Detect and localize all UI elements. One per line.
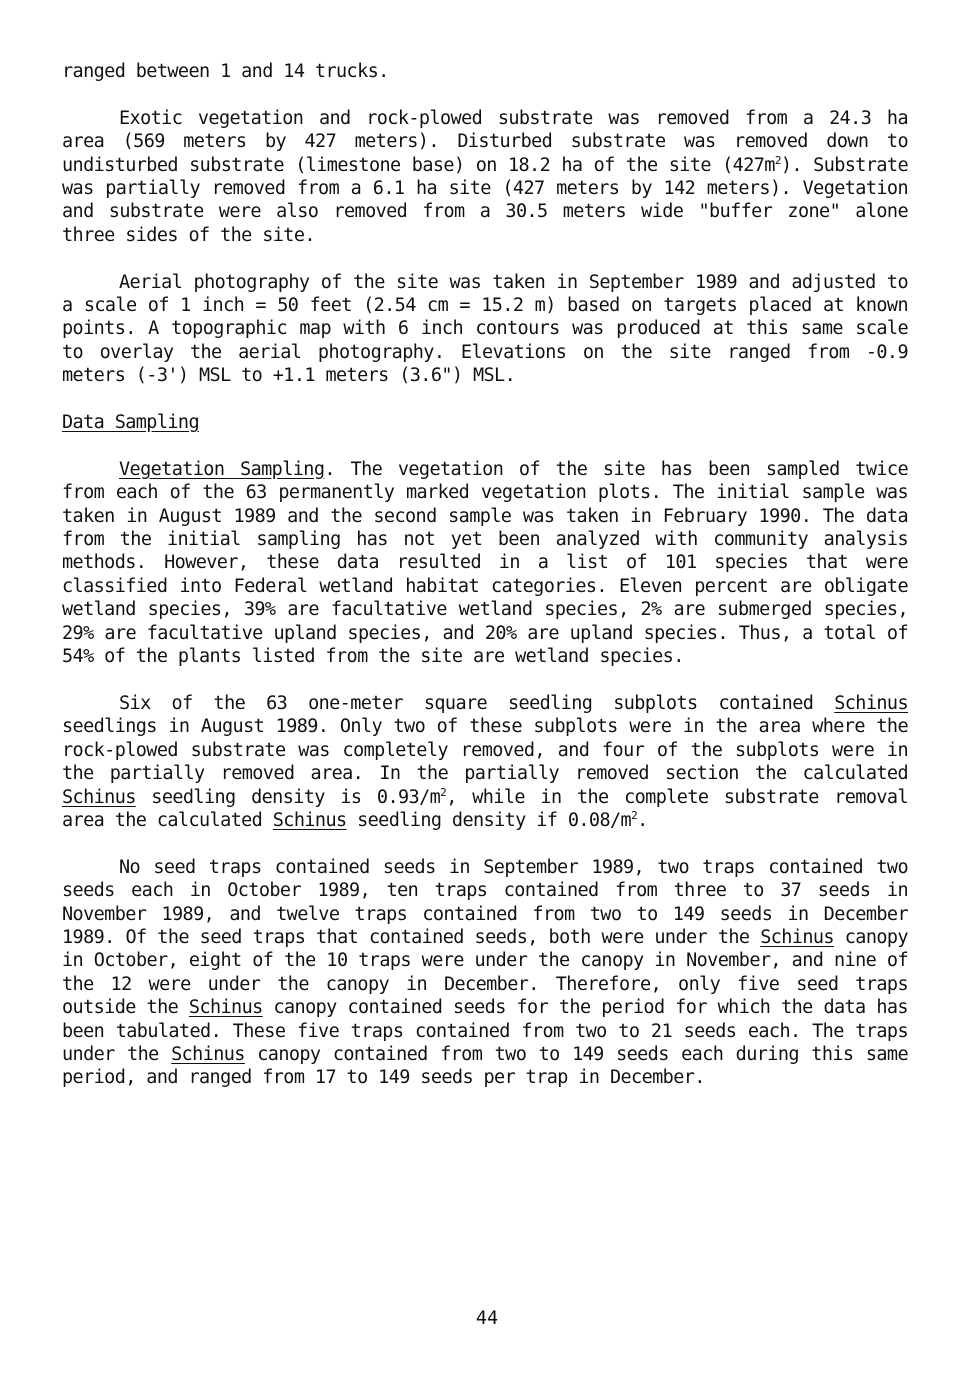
text-run: seedling density if 0.08/m [346,809,632,831]
page-number: 44 [475,1308,499,1329]
paragraph-seedling-subplots [62,692,908,832]
text-run: seedlings in August 1989. Only two of these subplots were in the area where the rock-plowed substrate was completely removed, and four of the subplots were in the partially removed area. In the partially removed section the calculated [62,716,908,785]
species-name: Schinus [62,786,136,808]
paragraph-exotic-vegetation [62,107,908,247]
paragraph-trucks: ranged between 1 and 14 trucks. [62,61,389,82]
text-run: . The vegetation of the site has been sampled twice from each of the 63 permanently marked vegetation plots. The initial sample was taken in August 1989 and the second sample was taken in February 1990. The data from the initial sampling has not yet been analyzed with community analysis methods. However, these data resulted in a list of 101 species that were classified into Federal wetland habitat categories. Eleven percent are obligate wetland species, 39% are facultative wetland species, 2% are submerged species, 29% are facultative upland species, and 20% are upland species. Thus, a total of 54% of the plants listed from the site are wetland species. [62,458,908,668]
text-run: canopy contained seeds for the period for which the data has been tabulated. These five traps contained from two to 21 seeds each. The traps under the [62,997,908,1065]
species-name: Schinus [834,692,908,714]
text-run: , while in the complete substrate removal area the calculated [62,786,908,831]
text-run: Six of the 63 one-meter square seedling subplots contained [119,692,835,714]
paragraph-aerial-photography: Aerial photography of the site was taken in September 1989 and adjusted to a scale of 1 inch = 50 feet (2.54 cm = 15.2 m) based on targets placed at known points. A topographic map with 6 inch contours was produced at this same scale to overlay the aerial photography. Elevations on the site ranged from -0.9 meters (-3') MSL to +1.1 meters (3.6") MSL. [62,271,908,387]
superscript: 2 [440,785,447,799]
text-run: canopy in October, eight of the 10 traps were under the canopy in November, and nine of the 12 were under the canopy in December. Therefore, only five seed traps outside the [62,926,908,1019]
text-run: canopy contained from two to 149 seeds each during this same period, and ranged from 17 to 149 seeds per trap in December. [62,1043,908,1089]
text-run: Exotic vegetation and rock-plowed substrate was removed from a 24.3 ha area (569 meters by 427 meters). Disturbed substrate was removed down to undisturbed substrate (limestone base) on 18.2 ha of the site (427m [62,107,908,176]
species-name: Schinus [272,809,347,831]
superscript: 2 [631,808,638,822]
text-run: ). Substrate was partially removed from a 6.1 ha site (427 meters by 142 meters). Vegetation and substrate were also removed from a 30.5 meters wide "buffer zone" alone three sides of the site. [62,154,908,246]
paragraph-vegetation-sampling [62,458,908,669]
text-run: seedling density is 0.93/m [135,786,441,808]
document-body [62,60,908,1113]
species-name: Schinus [188,997,263,1019]
text-run: . [637,809,648,831]
subheading-vegetation-sampling: Vegetation Sampling [119,458,325,480]
species-name: Schinus [760,926,834,948]
section-heading [62,411,908,434]
species-name: Schinus [171,1043,245,1065]
paragraph-seed-traps [62,856,908,1090]
section-heading-text: Data Sampling [62,412,199,434]
text-run: No seed traps contained seeds in September 1989, two traps contained two seeds each in October 1989, ten traps contained from three to 37 seeds in November 1989, and twelve traps contained from two to 149 seeds in December 1989. Of the seed traps that contained seeds, both were under the [62,856,908,948]
superscript: 2 [774,153,781,167]
